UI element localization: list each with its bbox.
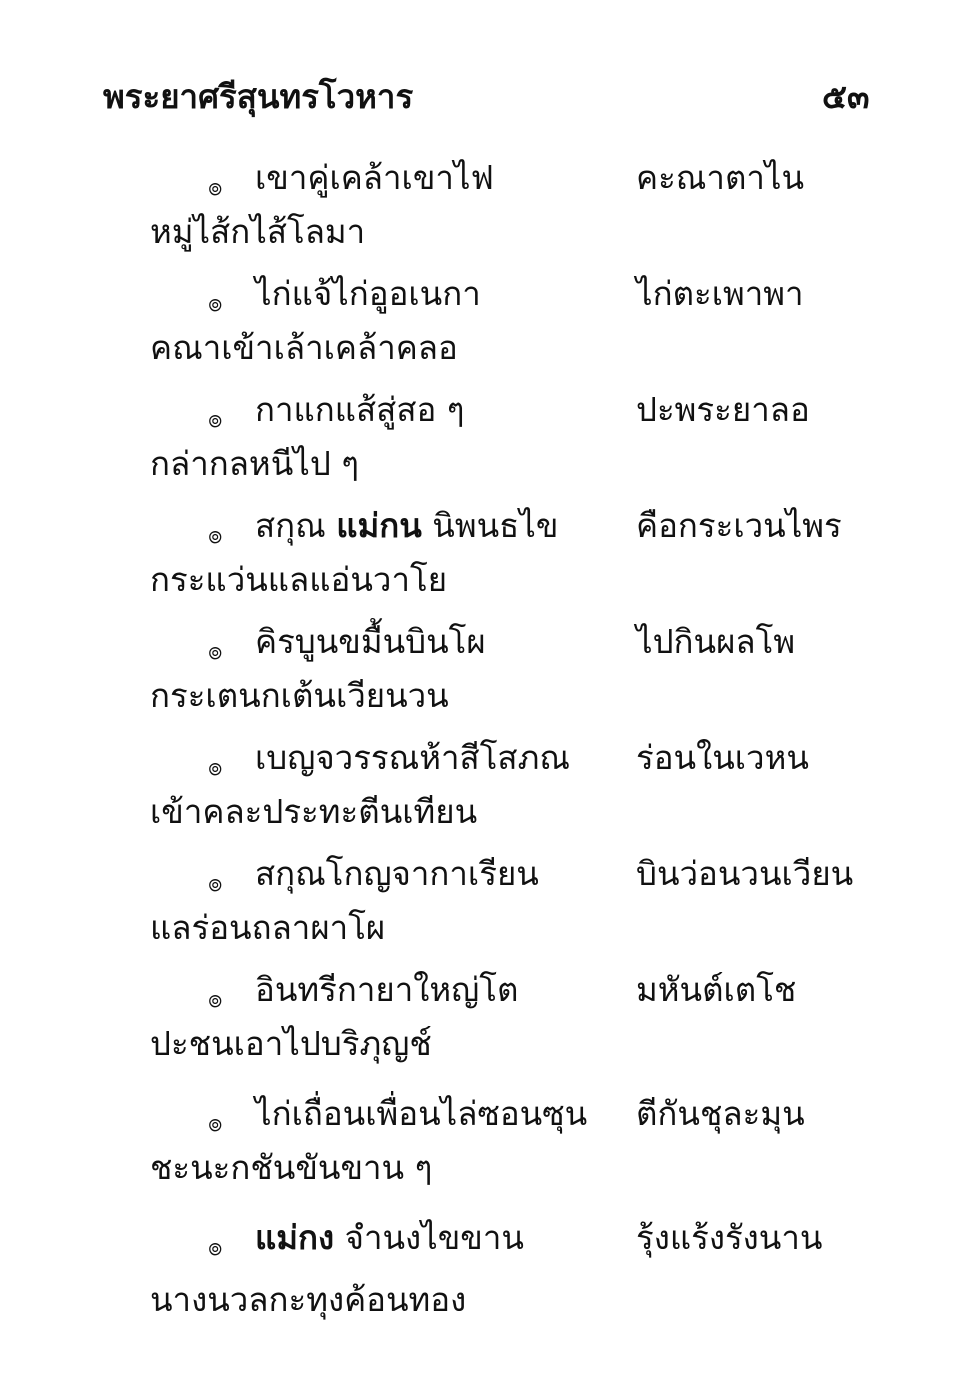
- verse-line-first: สกุณโกญจากาเรียน: [255, 854, 539, 893]
- stanza-marker: ๏: [208, 521, 223, 549]
- running-header-title: พระยาศรีสุนทรโวหาร: [103, 77, 414, 116]
- verse-line-third: ปะชนเอาไปบริภุญช์: [150, 1024, 432, 1063]
- verse-line-first: ไก่แจ้ไก่อูอเนกา: [255, 274, 481, 313]
- verse-line-second: มหันต์เตโช: [636, 970, 797, 1009]
- verse-line-second: ร่อนในเวหน: [636, 738, 809, 777]
- verse-line-second: ไปกินผลโพ: [636, 622, 796, 661]
- verse-line-third: หมู่ไส้กไส้โลมา: [150, 212, 366, 251]
- section-heading-mae-kon: แม่กน: [336, 506, 422, 545]
- verse-line-second: ตีกันชุละมุน: [636, 1094, 805, 1133]
- stanza-marker: ๏: [208, 1233, 223, 1261]
- verse-line-second: ไก่ตะเพาพา: [636, 274, 804, 313]
- stanza-marker: ๏: [208, 637, 223, 665]
- stanza-marker: ๏: [208, 289, 223, 317]
- stanza-marker: ๏: [208, 1109, 223, 1137]
- verse-line-third: ชะนะกชันขันขาน ๆ: [150, 1148, 433, 1187]
- verse-suffix: นิพนธไข: [421, 506, 559, 545]
- verse-line-first: เขาคู่เคล้าเขาไฟ: [255, 158, 494, 197]
- verse-line-third: กระแว่นแลแอ่นวาโย: [150, 560, 448, 599]
- verse-line-first: คิรบูนขมื้นบินโผ: [255, 622, 486, 661]
- stanza: [0, 1089, 954, 1205]
- verse-line-second: ปะพระยาลอ: [636, 390, 810, 429]
- verse-line-first: อินทรีกายาใหญ่โต: [255, 970, 519, 1009]
- stanza: [0, 1213, 954, 1329]
- verse-line-first: [255, 1213, 524, 1263]
- verse-line-third: แลร่อนถลาผาโผ: [150, 908, 386, 947]
- verse-line-first: ไก่เถื่อนเพื่อนไล่ซอนซุน: [255, 1094, 588, 1133]
- verse-line-third: กล่ากลหนีไป ๆ: [150, 444, 360, 483]
- stanza-marker: ๏: [208, 173, 223, 201]
- stanza: [0, 153, 954, 269]
- stanza-marker: ๏: [208, 985, 223, 1013]
- stanza: [0, 269, 954, 385]
- verse-line-second: บินว่อนวนเวียน: [636, 854, 854, 893]
- verse-line-third: กระเตนกเต้นเวียนวน: [150, 676, 449, 715]
- stanza: [0, 965, 954, 1081]
- verse-line-third: คณาเข้าเล้าเคล้าคลอ: [150, 328, 458, 367]
- stanza: [0, 849, 954, 965]
- verse-prefix: สกุณ: [255, 506, 337, 545]
- verse-line-first: [255, 501, 558, 551]
- verse-line-second: คะณาตาไน: [636, 158, 805, 197]
- stanza: [0, 385, 954, 501]
- verse-suffix: จำนงไขขาน: [334, 1218, 524, 1257]
- verse-line-second: คือกระเวนไพร: [636, 506, 842, 545]
- verse-line-third: นางนวลกะทุงค้อนทอง: [150, 1280, 467, 1319]
- section-heading-mae-kong: แม่กง: [255, 1218, 335, 1257]
- stanza: [0, 733, 954, 849]
- stanza: [0, 501, 954, 617]
- verse-line-first: เบญจวรรณห้าสีโสภณ: [255, 738, 570, 777]
- stanza: [0, 617, 954, 733]
- verse-line-third: เข้าคละประทะตีนเทียน: [150, 792, 478, 831]
- verse-line-second: รุ้งแร้งรังนาน: [636, 1218, 823, 1257]
- stanza-marker: ๏: [208, 869, 223, 897]
- page-number: ๕๓: [822, 77, 870, 116]
- verse-line-first: กาแกแส้สู่สอ ๆ: [255, 390, 465, 429]
- stanza-marker: ๏: [208, 405, 223, 433]
- stanza-marker: ๏: [208, 753, 223, 781]
